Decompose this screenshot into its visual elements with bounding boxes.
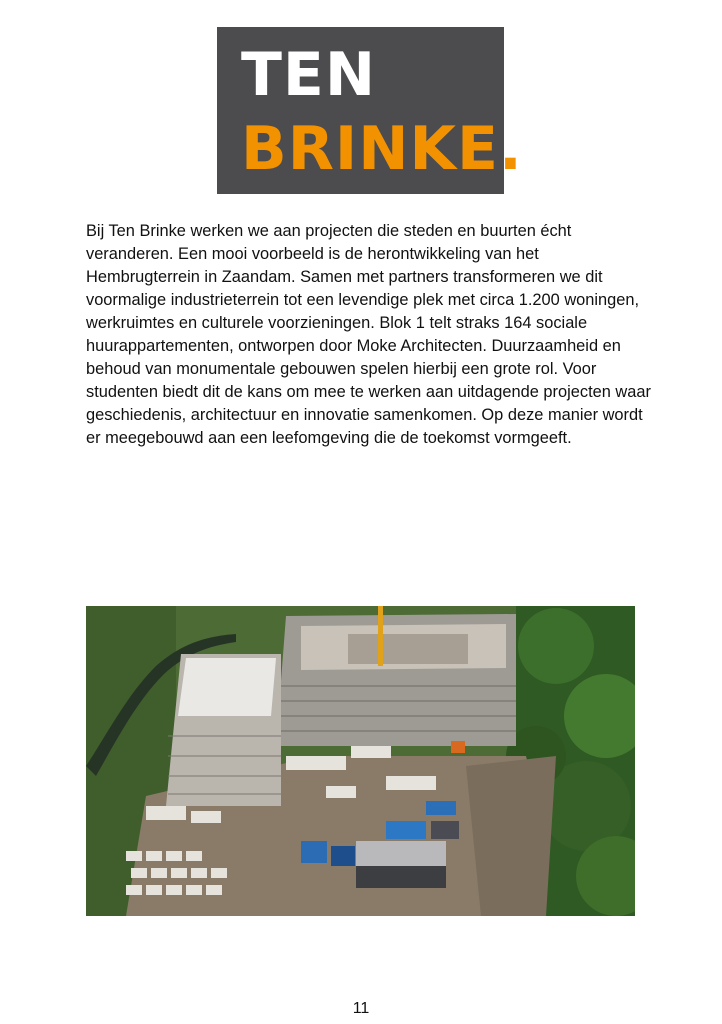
photo-access-road: [466, 756, 556, 916]
photo-orange-container: [451, 741, 465, 753]
photo-container-blue: [386, 821, 426, 839]
photo-container-blue: [331, 846, 355, 866]
logo-text-ten: TEN: [241, 40, 377, 110]
photo-tree: [518, 608, 594, 684]
body-paragraph: Bij Ten Brinke werken we aan projecten die steden en buurten écht veranderen. Een mooi voorbeeld is de herontwikkeling van het Hembrugterrein in Zaandam. Samen met partners transformeren we dit voormalige industrieterrein tot een levendige plek met circa 1.200 woningen, werkruimtes en culturele voorzieningen. Blok 1 telt straks 164 sociale huurappartementen, ontworpen door Moke Architecten. Duurzaamheid en behoud van monumentale gebouwen spelen hierbij een grote rol. Voor studenten biedt dit de kans om mee te werken aan uitdagende projecten waar geschiedenis, architectuur en innovatie samenkomen. Op deze manier wordt er meegebouwd aan een leefomgeving die de toekomst vormgeeft.: [86, 222, 651, 447]
photo-container-gray: [431, 821, 459, 839]
photo-wing-roof: [178, 658, 276, 716]
construction-site-aerial-photo: [86, 606, 635, 916]
photo-container-blue: [426, 801, 456, 815]
photo-site-office: [356, 841, 446, 867]
ten-brinke-logo: [217, 27, 523, 194]
photo-crane: [378, 606, 383, 666]
photo-container-blue: [301, 841, 327, 863]
photo-site-office-base: [356, 866, 446, 888]
logo-text-brinke: BRINKE.: [241, 114, 523, 184]
photo-building-courtyard: [348, 634, 468, 664]
page-number: 11: [352, 1000, 370, 1017]
